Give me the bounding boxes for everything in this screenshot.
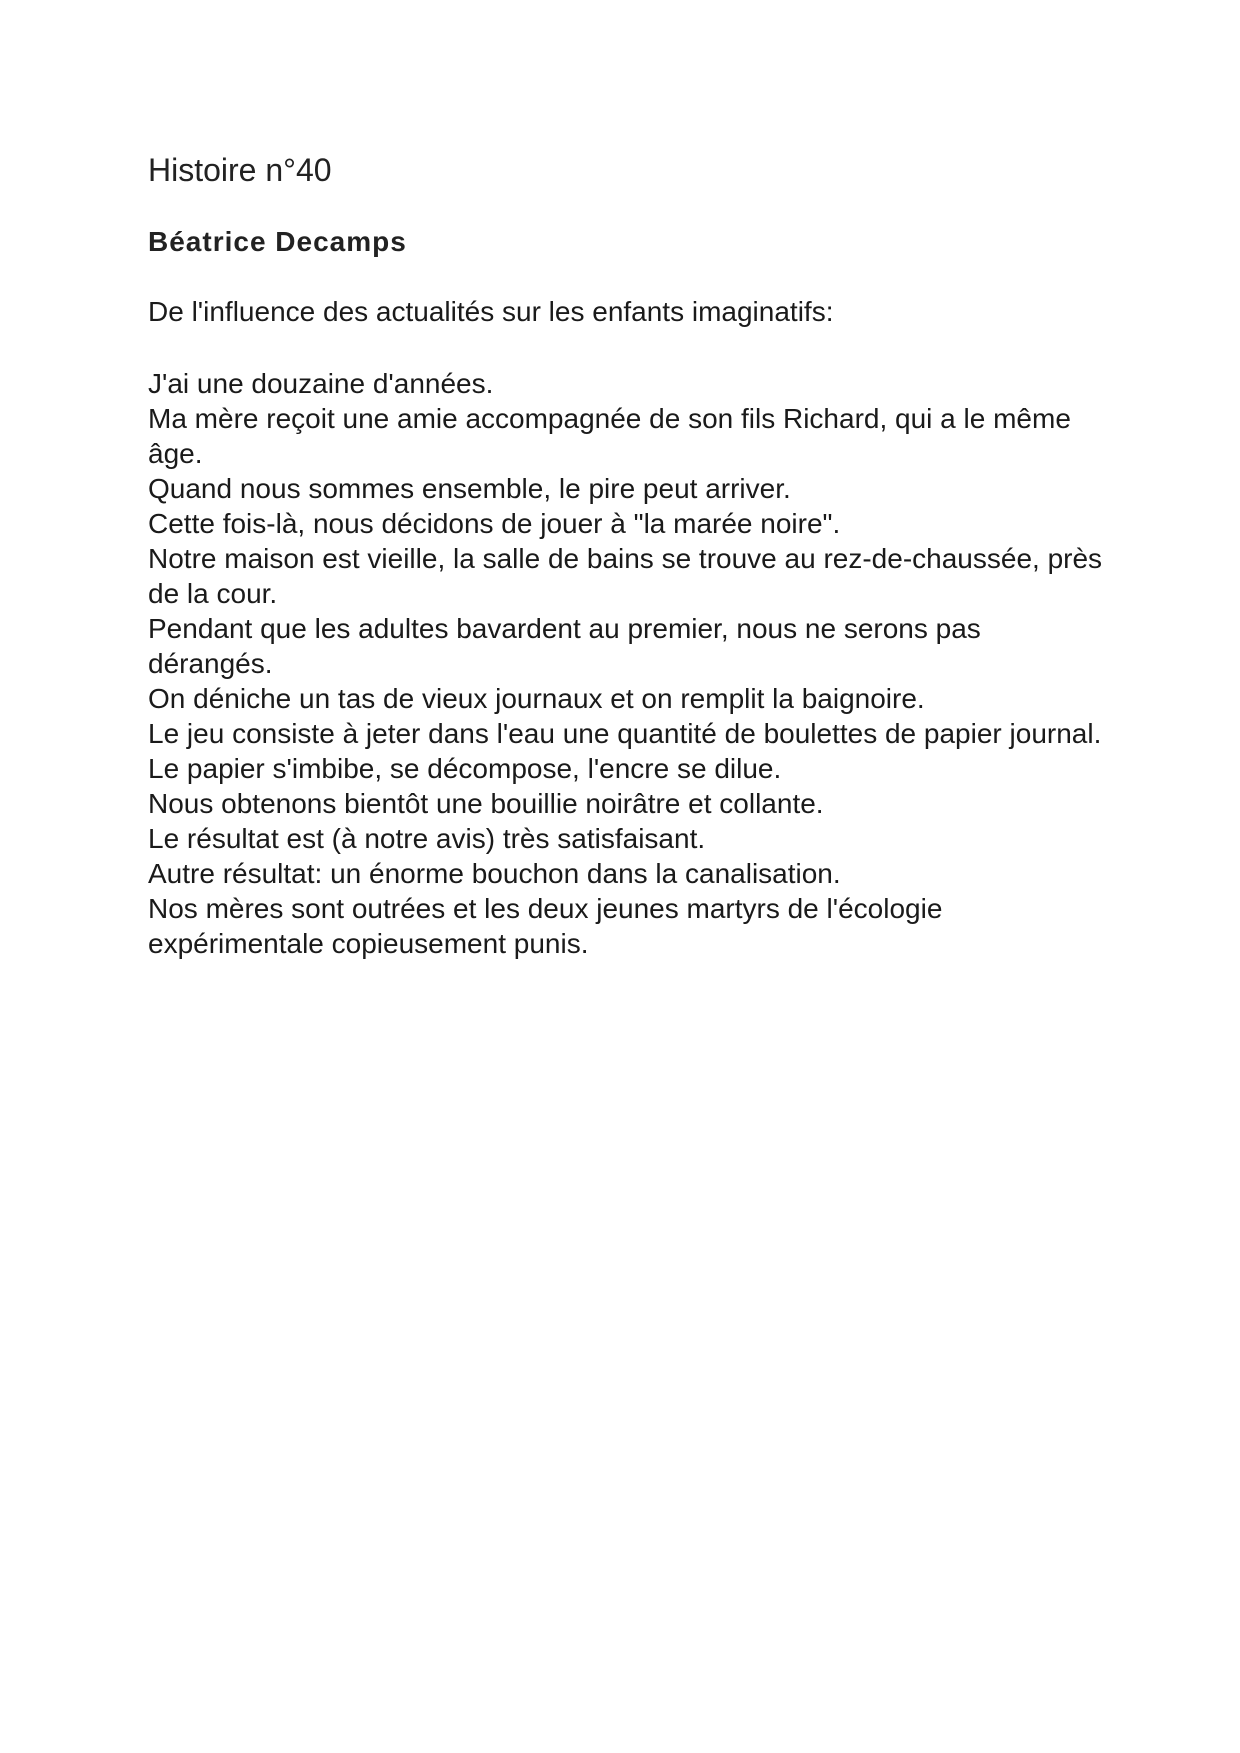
story-line: Le résultat est (à notre avis) très satisfaisant.: [148, 823, 706, 854]
story-line: Cette fois-là, nous décidons de jouer à "la marée noire".: [148, 508, 841, 539]
story-line: Pendant que les adultes bavardent au premier, nous ne serons pas dérangés.: [148, 613, 981, 679]
document-title: Histoire n°40: [148, 152, 332, 188]
story-line: Le jeu consiste à jeter dans l'eau une quantité de boulettes de papier journal.: [148, 718, 1102, 749]
story-line: Ma mère reçoit une amie accompagnée de son fils Richard, qui a le même âge.: [148, 403, 1071, 469]
document-content: [148, 148, 1108, 961]
story-line: Autre résultat: un énorme bouchon dans la canalisation.: [148, 858, 841, 889]
story-line: J'ai une douzaine d'années.: [148, 368, 494, 399]
story-line: Le papier s'imbibe, se décompose, l'encre se dilue.: [148, 753, 782, 784]
story-line: Notre maison est vieille, la salle de bains se trouve au rez-de-chaussée, près de la cour.: [148, 543, 1103, 609]
story-intro: De l'influence des actualités sur les enfants imaginatifs:: [148, 296, 834, 327]
story-line: Nous obtenons bientôt une bouillie noirâtre et collante.: [148, 788, 824, 819]
story-line: Quand nous sommes ensemble, le pire peut arriver.: [148, 473, 791, 504]
author-name: Béatrice Decamps: [148, 226, 407, 257]
story-line: On déniche un tas de vieux journaux et on remplit la baignoire.: [148, 683, 925, 714]
story-body: [148, 366, 1108, 961]
story-line: Nos mères sont outrées et les deux jeunes martyrs de l'écologie expérimentale copieusement punis.: [148, 893, 943, 959]
